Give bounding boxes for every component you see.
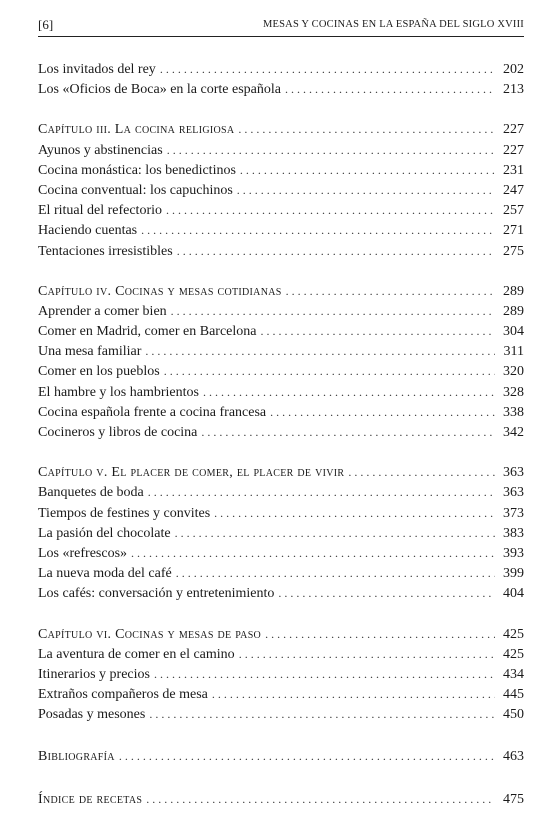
running-title: MESAS Y COCINAS EN LA ESPAÑA DEL SIGLO XVIII [262, 19, 524, 30]
toc-entry-page: 338 [503, 404, 524, 420]
toc-entry-title: Itinerarios y precios [38, 666, 150, 682]
dot-leader [260, 324, 495, 339]
toc-entry [38, 183, 524, 203]
toc-entry-title: Ayunos y abstinencias [38, 142, 163, 158]
toc-entry-page: 383 [503, 525, 524, 541]
toc-entry-page: 450 [503, 707, 524, 723]
toc-entry [38, 526, 524, 546]
dot-leader [285, 82, 495, 97]
running-header [38, 14, 524, 37]
toc-chapter-heading [38, 284, 524, 304]
dot-leader [145, 344, 495, 359]
toc-entry [38, 385, 524, 405]
dot-leader [175, 526, 495, 541]
toc-entry-page: 445 [503, 687, 524, 703]
recipe-index-title: Índice de recetas [38, 791, 143, 807]
toc-entry-page: 227 [503, 142, 524, 158]
dot-leader [171, 304, 495, 319]
toc-entry-title: Cocina monástica: los benedictinos [38, 162, 236, 178]
chapter-page: 227 [503, 122, 524, 138]
toc-entry [38, 546, 524, 566]
toc-entry-title: La aventura de comer en el camino [38, 646, 235, 662]
dot-leader [278, 586, 495, 601]
toc-entry [38, 364, 524, 384]
toc-entry-title: Comer en los pueblos [38, 364, 160, 380]
toc-entry-title: Los «Oficios de Boca» en la corte española [38, 82, 281, 98]
toc-entry-page: 231 [503, 162, 524, 178]
toc-entry [38, 344, 524, 364]
dot-leader [149, 707, 495, 722]
toc-entry-title: La pasión del chocolate [38, 525, 171, 541]
toc-entry-page: 404 [503, 586, 524, 602]
toc-entry [38, 304, 524, 324]
toc-entry-title: Los cafés: conversación y entretenimiento [38, 586, 275, 602]
toc-recipe-index [38, 792, 524, 812]
dot-leader [166, 203, 495, 218]
toc-bibliography [38, 749, 524, 769]
toc-entry-page: 304 [503, 324, 524, 340]
toc-entry [38, 566, 524, 586]
toc-entry-page: 342 [503, 425, 524, 440]
bibliography-title: Bibliografía [38, 749, 115, 765]
dot-leader [237, 183, 495, 198]
toc-entry [38, 586, 524, 606]
toc-entry [38, 667, 524, 687]
toc-entry-title: Comer en Madrid, comer en Barcelona [38, 324, 257, 340]
toc-entry-title: El hambre y los hambrientos [38, 384, 199, 400]
table-of-contents [38, 62, 524, 812]
dot-leader [238, 122, 495, 137]
dot-leader [164, 364, 495, 379]
toc-entry-page: 289 [503, 303, 524, 319]
dot-leader [148, 485, 495, 500]
toc-entry-page: 363 [503, 485, 524, 501]
dot-leader [119, 749, 495, 764]
dot-leader [154, 667, 495, 682]
toc-entry-title: Extraños compañeros de mesa [38, 687, 208, 703]
toc-entry-page: 328 [503, 384, 524, 400]
toc-entry [38, 223, 524, 243]
toc-entry-title: Haciendo cuentas [38, 223, 138, 239]
toc-entry-title: El ritual del refectorio [38, 203, 162, 219]
toc-entry-page: 311 [503, 344, 524, 360]
dot-leader [348, 465, 495, 480]
chapter-title: Capítulo vi. Cocinas y mesas de paso [38, 626, 262, 642]
dot-leader [176, 566, 495, 581]
page-folio: [6] [38, 17, 54, 32]
dot-leader [131, 546, 495, 561]
dot-leader [177, 244, 495, 259]
toc-entry-title: Los invitados del rey [38, 62, 156, 77]
bibliography-page: 463 [503, 749, 524, 765]
toc-entry [38, 163, 524, 183]
dot-leader [146, 792, 495, 807]
dot-leader [141, 223, 495, 238]
dot-leader [167, 143, 495, 158]
toc-entry-title: Los «refrescos» [38, 545, 128, 561]
toc-entry [38, 506, 524, 526]
dot-leader [240, 163, 495, 178]
toc-entry [38, 425, 524, 445]
toc-entry-title: Cocina española frente a cocina francesa [38, 404, 267, 420]
toc-entry-page: 202 [503, 62, 524, 77]
toc-entry [38, 707, 524, 727]
toc-entry [38, 405, 524, 425]
toc-entry [38, 485, 524, 505]
toc-entry-page: 275 [503, 243, 524, 259]
toc-entry-title: Cocineros y libros de cocina [38, 425, 198, 440]
toc-entry-title: Banquetes de boda [38, 485, 144, 501]
toc-chapter-heading [38, 122, 524, 142]
chapter-page: 289 [503, 283, 524, 299]
toc-entry [38, 647, 524, 667]
toc-entry-title: Una mesa familiar [38, 344, 142, 360]
toc-entry-page: 434 [503, 666, 524, 682]
toc-entry [38, 143, 524, 163]
dot-leader [201, 425, 495, 440]
toc-entry-page: 271 [503, 223, 524, 239]
chapter-title: Capítulo iv. Cocinas y mesas cotidianas [38, 283, 282, 299]
dot-leader [214, 506, 495, 521]
toc-entry-page: 247 [503, 182, 524, 198]
toc-entry-page: 320 [503, 364, 524, 380]
toc-entry-page: 373 [503, 505, 524, 521]
toc-entry-title: Aprender a comer bien [38, 303, 167, 319]
toc-entry-title: Posadas y mesones [38, 707, 146, 723]
toc-entry [38, 687, 524, 707]
chapter-title: Capítulo iii. La cocina religiosa [38, 122, 235, 138]
chapter-page: 425 [503, 626, 524, 642]
dot-leader [212, 687, 495, 702]
toc-entry-page: 399 [503, 566, 524, 582]
toc-entry [38, 62, 524, 82]
chapter-title: Capítulo v. El placer de comer, el placer de vivir [38, 465, 345, 481]
recipe-index-page: 475 [503, 791, 524, 807]
dot-leader [203, 385, 495, 400]
toc-entry [38, 203, 524, 223]
chapter-page: 363 [503, 465, 524, 481]
dot-leader [270, 405, 495, 420]
toc-entry [38, 324, 524, 344]
toc-entry-title: Tentaciones irresistibles [38, 243, 173, 259]
dot-leader [286, 284, 495, 299]
toc-entry [38, 82, 524, 102]
dot-leader [160, 62, 495, 77]
toc-chapter-heading [38, 627, 524, 647]
toc-entry-page: 213 [503, 82, 524, 98]
dot-leader [239, 647, 495, 662]
toc-entry-page: 425 [503, 646, 524, 662]
toc-entry-page: 257 [503, 203, 524, 219]
dot-leader [265, 627, 495, 642]
toc-entry-title: Cocina conventual: los capuchinos [38, 182, 233, 198]
toc-entry-title: Tiempos de festines y convites [38, 505, 211, 521]
toc-entry-page: 393 [503, 545, 524, 561]
toc-chapter-heading [38, 465, 524, 485]
toc-entry-title: La nueva moda del café [38, 566, 172, 582]
toc-entry [38, 244, 524, 264]
